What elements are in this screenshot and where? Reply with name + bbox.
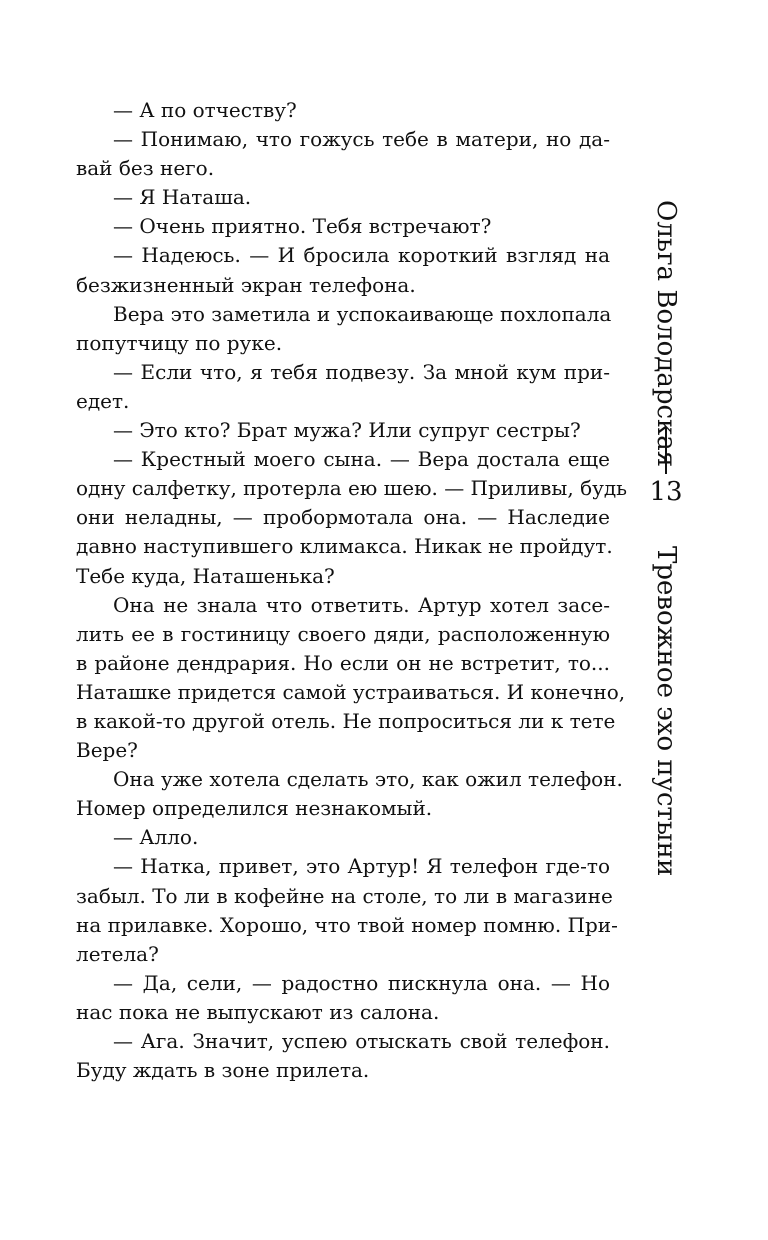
text-line: Она не знала что ответить. Артур хотел засе- — [113, 592, 610, 617]
text-line: — Надеюсь. — И бросила короткий взгляд на — [113, 243, 610, 268]
text-line: — Если что, я тебя подвезу. За мной кум при- — [113, 359, 610, 384]
text-line: Вера это заметила и успокаивающе похлопала — [113, 301, 612, 326]
text-line: лить ее в гостиницу своего дяди, расположенную — [76, 621, 610, 646]
text-line: Номер определился незнакомый. — [76, 796, 433, 821]
text-line: — Я Наташа. — [113, 185, 252, 210]
running-head-title: Тревожное эхо пустыни — [651, 546, 681, 877]
text-line: — Это кто? Брат мужа? Или супруг сестры? — [113, 418, 581, 443]
text-line: нас пока не выпускают из салона. — [76, 999, 440, 1024]
text-line: Она уже хотела сделать это, как ожил телефон. — [113, 767, 623, 792]
text-line: летела? — [76, 941, 159, 966]
running-head-author: Ольга Володарская — [651, 200, 681, 468]
text-line: — Алло. — [113, 825, 199, 850]
text-line: безжизненный экран телефона. — [76, 272, 416, 297]
text-line: — Понимаю, что гожусь тебе в матери, но да- — [113, 127, 610, 152]
text-line: в районе дендрария. Но если он не встретит, то... — [76, 650, 610, 675]
text-line: — Крестный моего сына. — Вера достала еще — [113, 447, 610, 472]
text-line: — Натка, привет, это Артур! Я телефон где-то — [113, 854, 610, 879]
text-line: едет. — [76, 388, 130, 413]
text-line: — Ага. Значит, успею отыскать свой телефон. — [113, 1029, 610, 1053]
text-line: одну салфетку, протерла ею шею. — Приливы, будь — [76, 476, 628, 501]
running-head — [634, 200, 694, 1060]
text-line: Буду ждать в зоне прилета. — [76, 1058, 370, 1083]
text-line: вай без него. — [76, 156, 215, 181]
page-number: 13 — [649, 477, 683, 507]
text-line: на прилавке. Хорошо, что твой номер помню. При- — [76, 912, 618, 937]
text-line: Тебе куда, Наташенька? — [76, 563, 335, 588]
text-line: забыл. То ли в кофейне на столе, то ли в магазине — [76, 883, 613, 908]
running-head-rotated — [644, 200, 688, 1060]
body-text — [76, 96, 628, 1085]
text-line: давно наступившего климакса. Никак не пройдут. — [76, 534, 613, 559]
text-line: Вере? — [76, 738, 138, 763]
running-head-divider — [665, 428, 667, 474]
text-line: — Да, сели, — радостно пискнула она. — Но — [113, 970, 610, 995]
text-line: они неладны, — пробормотала она. — Наследие — [76, 505, 610, 530]
text-line: Наташке придется самой устраиваться. И конечно, — [76, 679, 626, 704]
text-line: в какой-то другой отель. Не попроситься ли к тете — [76, 708, 616, 733]
text-line: — А по отчеству? — [113, 98, 297, 122]
text-line: попутчицу по руке. — [76, 330, 283, 355]
text-line: — Очень приятно. Тебя встречают? — [113, 214, 492, 239]
